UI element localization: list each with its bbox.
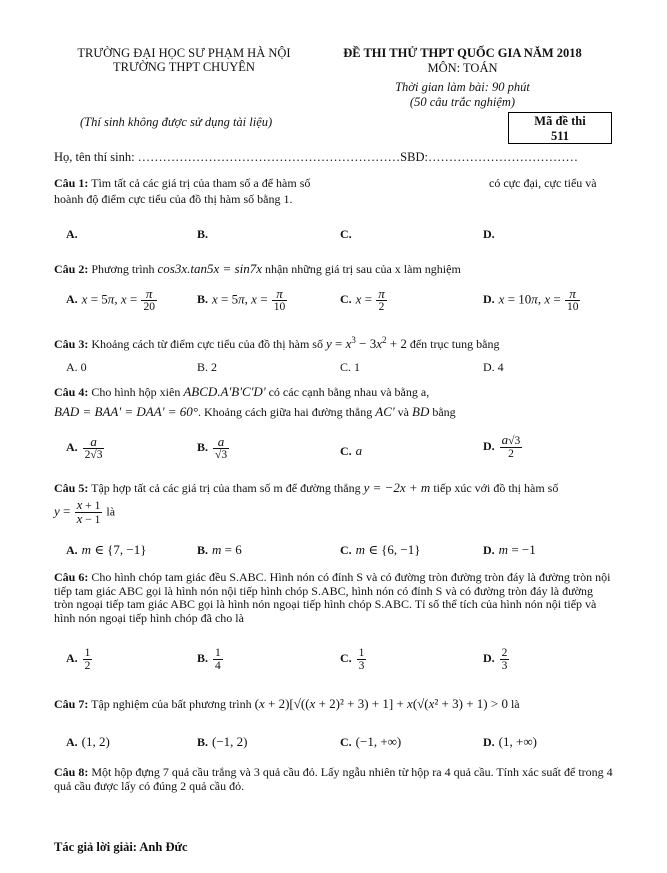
equation: cos3x.tan5x = sin7x bbox=[157, 261, 262, 276]
question-count: (50 câu trắc nghiệm) bbox=[409, 95, 516, 109]
question-4 bbox=[54, 384, 429, 400]
question-4-line-2: BAD = BAA' = DAA' = 60°. Khoảng cách giữa hai đường thẳng AC' và BD bằng bbox=[54, 404, 456, 419]
option-d[interactable]: D. $\frac{2}{3}$ bbox=[483, 647, 508, 672]
exam-code-label: Mã đề thi bbox=[534, 114, 586, 128]
option-c[interactable]: C. a bbox=[340, 443, 363, 458]
question-text: đến trục tung bằng bbox=[409, 337, 500, 351]
high-school-name: TRƯỜNG THPT CHUYÊN bbox=[113, 60, 255, 74]
exam-title: ĐỀ THI THỬ THPT QUỐC GIA NĂM 2018 bbox=[343, 46, 582, 60]
line-2: BD bbox=[412, 404, 430, 419]
question-label: Câu 2: bbox=[54, 262, 89, 276]
author-credit: Tác giả lời giải: Anh Đức bbox=[54, 840, 188, 854]
line-1: AC' bbox=[375, 404, 395, 419]
question-5 bbox=[54, 480, 558, 496]
question-text: Cho hình chóp tam giác đều S.ABC. Hình nón có đỉnh S và có đường tròn đường tròn đáy là đường tròn nội tiếp tam giác ABC gọi là hình nón nội tiếp hình chóp S.ABC, hình nón có đỉnh S và có đường tròn đáy là đường tròn ngoại tiếp tam giác ABC gọi là hình nón ngoại tiếp hình chóp S.ABC. Tỉ số thể tích của hình nón nội tiếp và hình nón ngoại tiếp hình chóp đã cho là bbox=[54, 570, 611, 625]
angles: BAD = BAA' = DAA' = 60° bbox=[54, 404, 198, 419]
question-label: Câu 1: bbox=[54, 176, 89, 190]
option-a[interactable]: A. (1, 2) bbox=[66, 734, 110, 749]
school-name bbox=[34, 46, 334, 74]
option-d[interactable]: D. m = −1 bbox=[483, 542, 536, 557]
question-1 bbox=[54, 176, 310, 191]
line-equation: y = −2x + m bbox=[363, 480, 431, 495]
question-8 bbox=[54, 766, 614, 793]
question-2 bbox=[54, 261, 461, 277]
question-text: Khoảng cách từ điểm cực tiểu của đồ thị hàm số bbox=[91, 337, 323, 351]
option-b[interactable]: B. $\frac{a}{√3}$ bbox=[197, 434, 228, 461]
option-b[interactable]: B. x = 5π, x = $\frac{\pi}{10}$ bbox=[197, 286, 286, 313]
question-label: Câu 5: bbox=[54, 481, 89, 495]
option-c[interactable]: C. 1 bbox=[340, 360, 361, 374]
question-3: Câu 3: Khoảng cách từ điểm cực tiểu của đồ thị hàm số $y = x^3 - 3x^2 + 2$ đến trục tung bằng bbox=[54, 335, 500, 351]
option-b[interactable]: B. m = 6 bbox=[197, 542, 242, 557]
question-text: có cực đại, cực tiểu và bbox=[489, 176, 597, 190]
question-label: Câu 7: bbox=[54, 697, 89, 711]
exam-time: Thời gian làm bài: 90 phút bbox=[395, 80, 530, 94]
function-equation: y = $\frac{x + 1}{x - 1}$ là bbox=[54, 497, 116, 526]
exam-note: (Thí sinh không được sử dụng tài liệu) bbox=[80, 115, 273, 129]
question-label: Câu 3: bbox=[54, 337, 89, 351]
exam-subject: MÔN: TOÁN bbox=[427, 61, 498, 75]
option-a[interactable]: A. bbox=[66, 227, 78, 241]
option-a[interactable]: A. x = 5π, x = $\frac{\pi}{20}$ bbox=[66, 286, 155, 313]
question-label: Câu 6: bbox=[54, 570, 89, 584]
inequality: (x + 2)[√((x + 2)² + 3) + 1] + x(√(x² + 3) + 1) > 0 bbox=[254, 696, 508, 711]
question-text: Tập hợp tất cả các giá trị của tham số m để đường thẳng bbox=[91, 481, 361, 495]
question-text: Phương trình bbox=[91, 262, 155, 276]
question-text: Một hộp đựng 7 quả cầu trắng và 3 quả cầu đỏ. Lấy ngẫu nhiên từ hộp ra 4 quả cầu. Tính xác suất để trong 4 quả cầu được lấy có đúng 2 quả cầu đỏ. bbox=[54, 765, 613, 793]
question-text: có các cạnh bằng nhau và bằng a, bbox=[268, 385, 430, 399]
question-text: Tìm tất cả các giá trị của tham số a để hàm số bbox=[91, 176, 311, 190]
option-a[interactable]: A. m ∈ {7, −1} bbox=[66, 542, 147, 557]
solid-name: ABCD.A'B'C'D' bbox=[183, 384, 266, 399]
option-d[interactable]: D. $\frac{a√3}{2}$ bbox=[483, 432, 521, 460]
option-c[interactable]: C. $\frac{1}{3}$ bbox=[340, 647, 365, 672]
option-a[interactable]: A. $\frac{1}{2}$ bbox=[66, 647, 91, 672]
question-label: Câu 8: bbox=[54, 765, 89, 779]
option-a[interactable]: A. 0 bbox=[66, 360, 87, 374]
option-b[interactable]: B. (−1, 2) bbox=[197, 734, 248, 749]
question-text: nhận những giá trị sau của x làm nghiệm bbox=[264, 262, 461, 276]
option-a[interactable]: A. $\frac{a}{2√3}$ bbox=[66, 434, 103, 461]
university-name: TRƯỜNG ĐẠI HỌC SƯ PHẠM HÀ NỘI bbox=[77, 46, 291, 60]
option-c[interactable]: C. bbox=[340, 227, 352, 241]
question-text: tiếp xúc với đồ thị hàm số bbox=[433, 481, 559, 495]
option-b[interactable]: B. bbox=[197, 227, 209, 241]
option-c[interactable]: C. (−1, +∞) bbox=[340, 734, 402, 749]
equation: y bbox=[325, 336, 332, 351]
question-text: Tập nghiệm của bất phương trình bbox=[91, 697, 252, 711]
option-d[interactable]: D. (1, +∞) bbox=[483, 734, 537, 749]
option-b[interactable]: B. 2 bbox=[197, 360, 218, 374]
question-6 bbox=[54, 571, 614, 625]
option-d[interactable]: D. bbox=[483, 227, 495, 241]
question-text: hoành độ điểm cực tiểu của đồ thị hàm số bằng 1. bbox=[54, 192, 293, 206]
option-d[interactable]: D. x = 10π, x = $\frac{\pi}{10}$ bbox=[483, 286, 579, 313]
question-7: Câu 7: Tập nghiệm của bất phương trình (x + 2)[√((x + 2)² + 3) + 1] + x(√(x² + 3) + 1) > 0 là bbox=[54, 696, 520, 711]
exam-code-value: 511 bbox=[550, 129, 570, 143]
option-c[interactable]: C. x = $\frac{\pi}{2}$ bbox=[340, 286, 385, 313]
option-c[interactable]: C. m ∈ {6, −1} bbox=[340, 542, 421, 557]
question-label: Câu 4: bbox=[54, 385, 89, 399]
option-b[interactable]: B. $\frac{1}{4}$ bbox=[197, 647, 221, 672]
exam-code-box bbox=[508, 112, 612, 144]
student-info-line: Họ, tên thí sinh: ………………………………………………………SBD:……………………………… bbox=[54, 150, 578, 164]
question-text: Cho hình hộp xiên bbox=[91, 385, 181, 399]
option-d[interactable]: D. 4 bbox=[483, 360, 504, 374]
question-text: . Khoảng cách giữa hai đường thẳng bbox=[197, 405, 373, 419]
